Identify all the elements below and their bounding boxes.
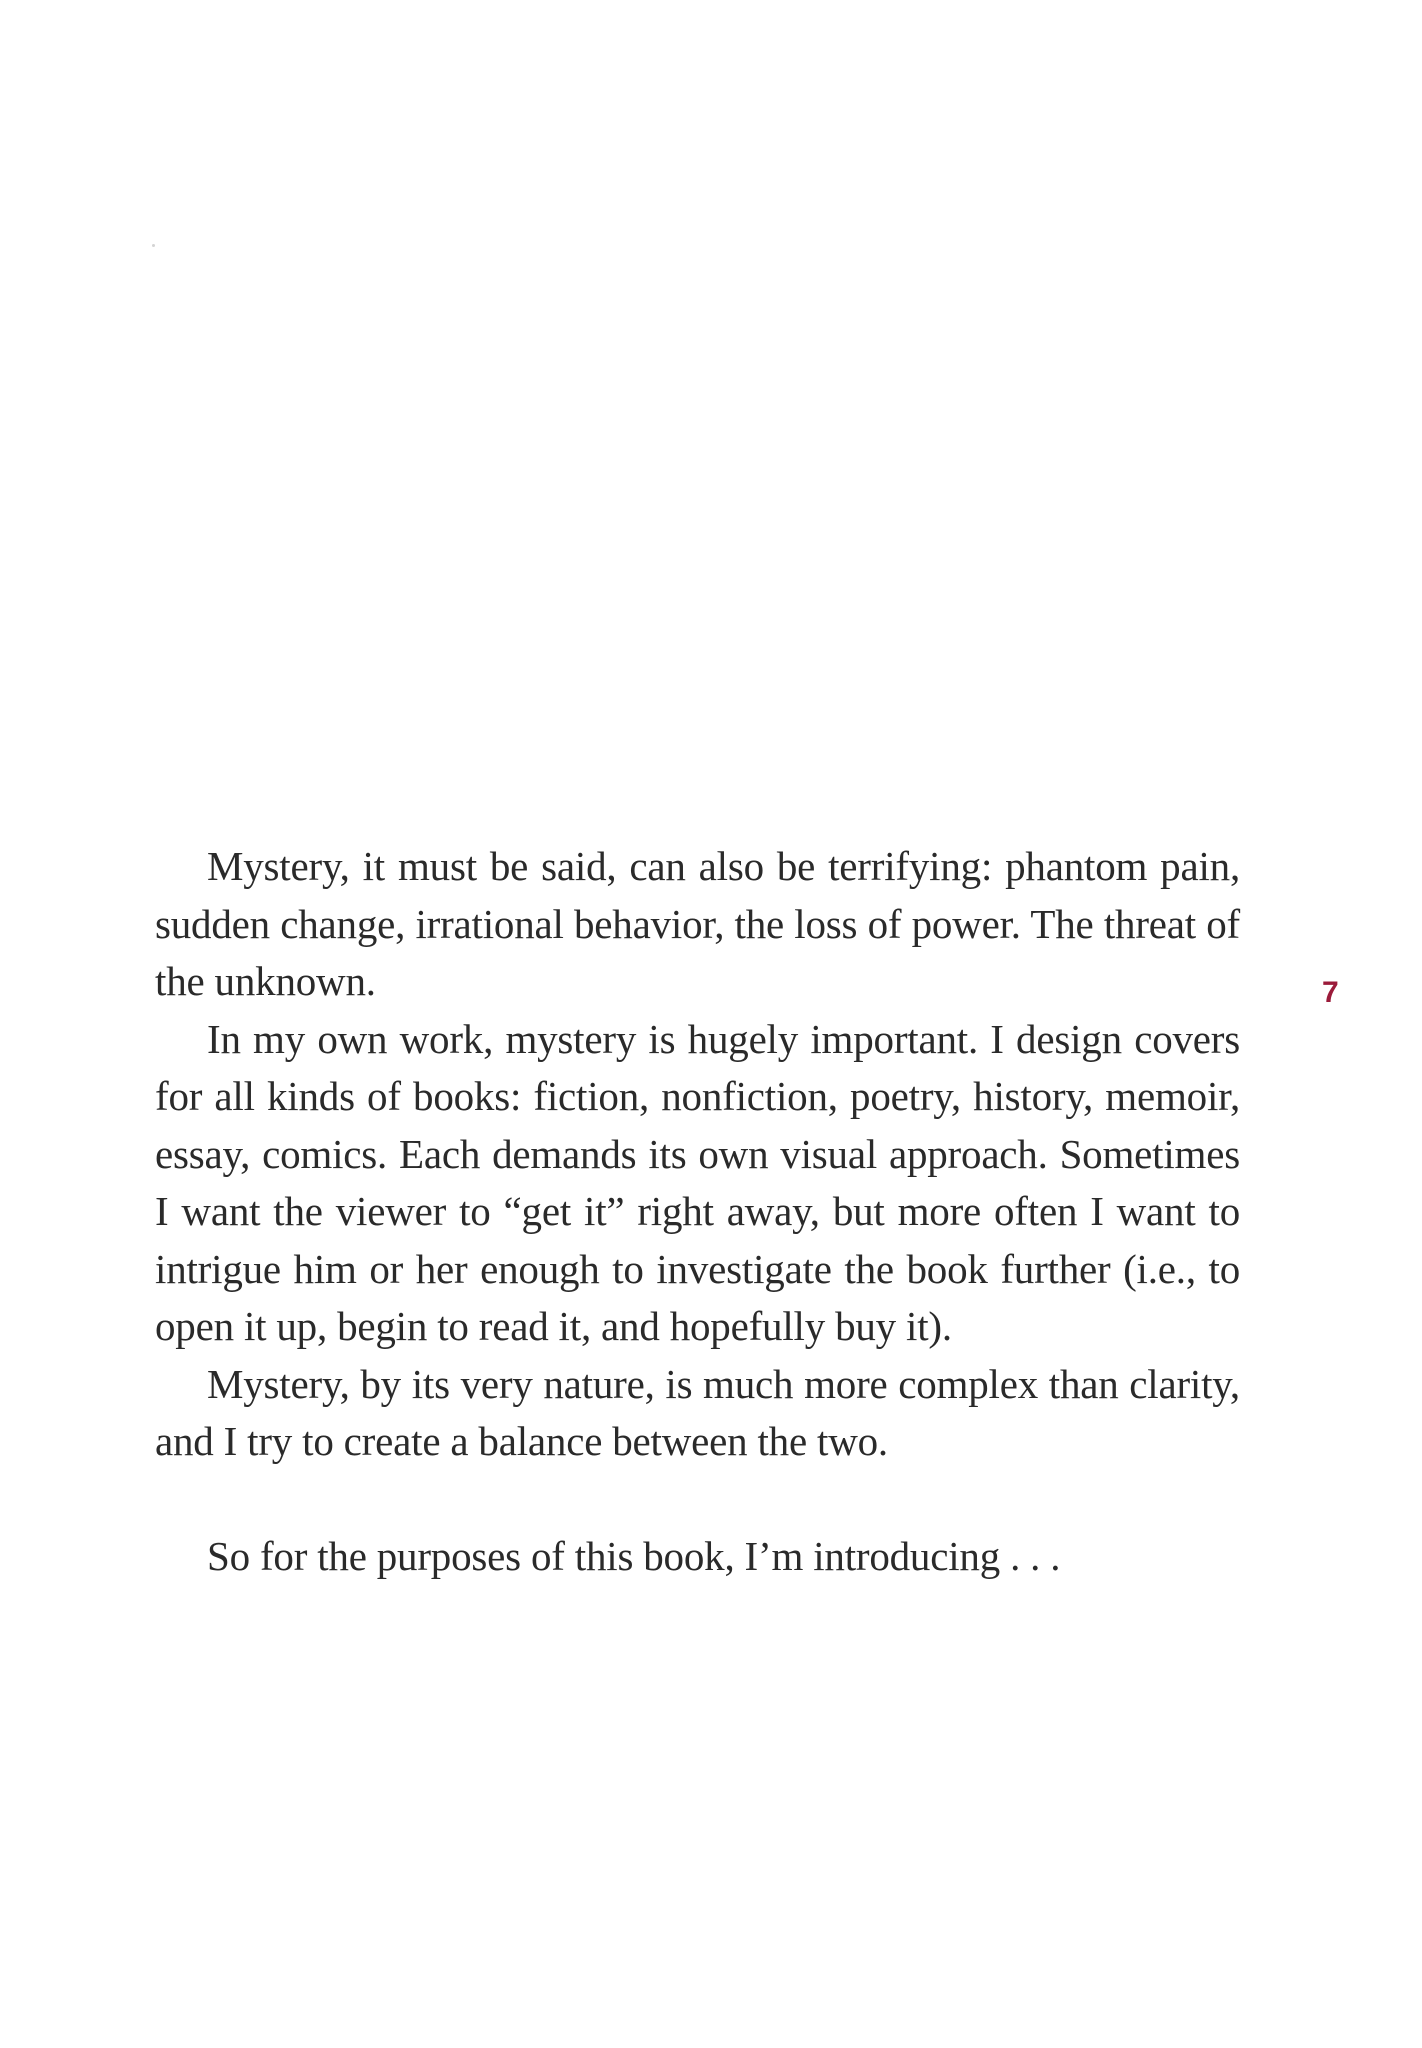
paragraph-own-work: In my own work, mystery is hugely important. I design covers for all kinds of books: fiction, nonfiction, poetry, history, memoir, essay, comics. Each demands its own visual approach. Sometimes I want the viewer to “get it” right away, but more often I want to intrigue him or her enough to investigate the book further (i.e., to open it up, begin to read it, and hopefully buy it).: [155, 1015, 1240, 1349]
paragraph-terrifying-mystery: Mystery, it must be said, can also be terrifying: phantom pain, sudden change, irrational behavior, the loss of power. The threat of the unknown.: [155, 843, 1240, 1004]
paragraph-introducing: So for the purposes of this book, I’m introducing . . .: [207, 1532, 1061, 1579]
paper-speck: [152, 244, 155, 247]
page-number: 7: [1322, 976, 1339, 1009]
body-text: [155, 838, 1240, 1585]
paragraph-complexity: Mystery, by its very nature, is much more complex than clarity, and I try to create a balance between the two.: [155, 1360, 1240, 1464]
